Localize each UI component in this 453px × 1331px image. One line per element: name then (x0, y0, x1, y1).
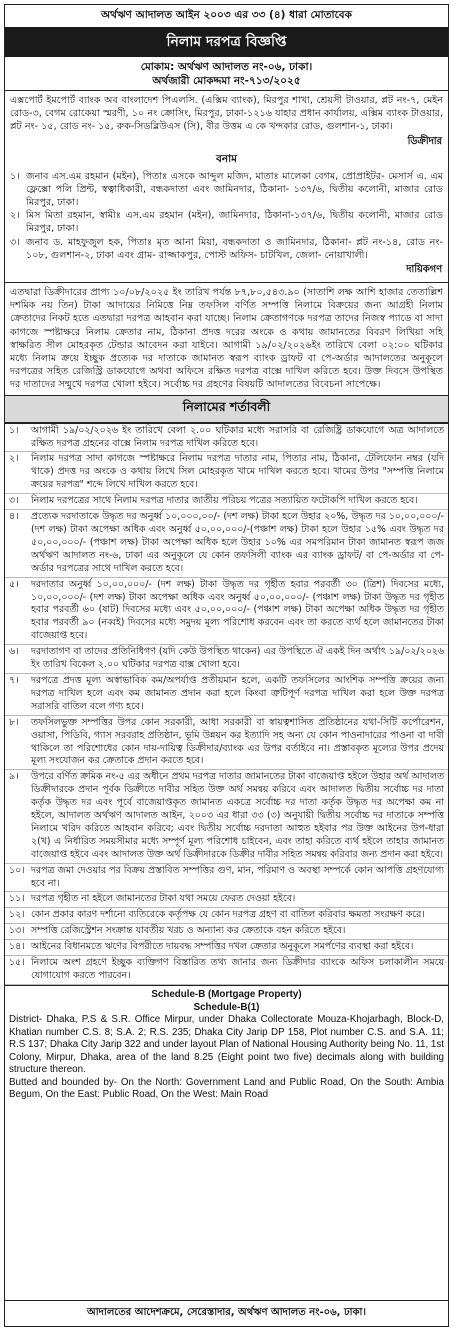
term-item (5, 674, 448, 716)
auction-notice (4, 4, 449, 1327)
term-number: ৫। (9, 578, 19, 590)
notice-title: নিলাম দরপত্র বিজ্ঞপ্তি (5, 27, 448, 57)
term-item (5, 956, 448, 985)
term-text: দরপত্র গৃহীত না হইলে জামানতের টাকা যথা সময়ে ফেরত দেওয়া হইবে। (31, 893, 296, 905)
court-order-footer: আদালতের আদেশক্রমে, সেরেস্তাদার, অর্থঋণ আদালত নং-০৬, ঢাকা। (5, 1300, 448, 1326)
defendant-item (5, 209, 448, 235)
term-item (5, 452, 448, 494)
versus-label: বনাম (216, 152, 237, 165)
court-name: মোকাম: অর্থঋণ আদালত নং-০৬, ঢাকা। (140, 61, 313, 73)
term-text: নিলাম দরপত্রের সাথে নিলাম দরপত্র দাতার জাতীয় পরিচয় পত্রের সত্যায়িত ফটোকপি দাখিল করতে হবে। (31, 495, 418, 507)
terms-title: নিলামের শর্তাবলী (5, 395, 448, 423)
term-item (5, 924, 448, 940)
term-number: ১২। (9, 909, 25, 921)
defendant-text: জনাব এস.এম রহমান (মইন), পিতাঃ এসকে আব্দুল মজিদ, মাতাঃ মালেকা বেগম, প্রোপ্রাইটর- মেসার্স এ. এম ফ্লেক্সো পলি প্রিন্ট, স্বত্বাধিকারী, বন্ধকদাতা এবং জামিনদার, ঠিকানা- ১৩৭/৬, দ্বিতীয় কলোনী, মাজার রোড মিরপুর, ঢাকা। (26, 170, 443, 209)
term-text: দরদাতাগণ বা তাদের প্রতিনিধিগণ (যদি কেউ উপস্থিত থাকেন) এর উপস্থিতে ঐ একই দিন অর্থাৎ ১৯/০২/২০২৬ ইং তারিখ বিকেল ২.০০ ঘটিকার দরপত্র বাক্স খোলা হবে। (31, 646, 444, 671)
term-item (5, 510, 448, 578)
term-text: উপরে বর্ণিত ক্রমিক নং-৫ এর অধীনে প্রথম দরপত্র দাতার জামানতের টাকা বাজেয়াপ্ত হইলে উহার অর্থ আদালত ডিক্রীদারকে প্রদান পূর্বক ডিক্রীতে দাবীর সহিত উক্ত অর্থ সমন্বয় করিবে এবং আদালত দ্বিতীয় সর্বোচ্চ দর দাতা কর্তৃক উদ্ধৃত দর এবং পূর্বে বাজেয়াপ্তকৃত জামানত একত্রে সর্বোচ্চ দর দাতা কর্তৃক উদ্ধৃত দর অপেক্ষা কম না হইলে, আদালত অর্থঋণ আদালত আইন, ২০০৩ এর ধারা ৩৩ (৩) অনুযায়ী দ্বিতীয় সর্বোচ্চ দর দাতাকে সম্পত্তি নিলামে খরিদ করিতে আহবান করিবে; এবং দ্বিতীয় সর্বোচ্চ দরদাতা আহুত হইবার পর উক্ত আইনের উপ-ধারা ২(খ) এ নির্ধারিত সময়সীমার মধ্যে সম্পূর্ণ মূল্য পরিশোধ চাইবেন, এবং তাহা করিতে ব্যর্থ হইলে তাহার জামানত বাজেয়াপ্ত হইবে এবং আদালত উক্ত অর্থ ডিক্রীদারকে ডিক্রীর দাবীর সহিত সমন্বয় করিবার জন্য প্রদান করা হইবে। (31, 771, 444, 860)
plaintiff-text: এক্সপোর্ট ইমপোর্ট ব্যাংক অব বাংলাদেশ পিএলসি. (এক্সিম ব্যাংক), মিরপুর শাখা, শ্রেয়সী টাওয়ার, প্লট নং-৭, মেইন রোড-৩, বেগম রোকেয়া স্মরণী, ১০ নং ক্রোসিং, মিরপুর, ঢাকা-১২১৬ যাহার প্রধান কার্যালয়, এক্সিম ব্যাংক টাওয়ার, প্লট নং- ১৫, রোড নং- ১৫, রুক-সিডব্লিউএস (সি), বীর উত্তম এ কে খন্দকার রোড, গুলশান-১, ঢাকা। (10, 95, 443, 133)
term-text: দরদাতার অনুর্ধ্ব ১০,০০,০০০/- (দশ লক্ষ) টাকা উদ্ধৃত দর গৃহীত হবার পরবর্তী ৩০ (ত্রিশ) দিবসের মধ্যে, ১০,০০,০০০/- (দশ লক্ষ) টাকা অপেক্ষা অধিক এবং অনুর্ধ্ব ৫০,০০,০০০/- (পঞ্চাশ লক্ষ) টাকা উদ্ধৃত দর গৃহীত হবার পরবর্তী ৬০ (ষাট) দিবসের মধ্যে এবং ৫০,০০,০০০/- (পঞ্চাশ লক্ষ) টাকা অপেক্ষা অধিক উদ্ধৃত দর গৃহীত হবার পরবর্তী ৯০ (নব্বই) দিবসের মধ্যে সমুদয় মূল্য পরিশোধ করবেন এবং তা করতে ব্যর্থ হলে জামানতের টাকা বাজেয়াপ্ত হবে। (31, 578, 444, 642)
defendant-text: মিস মিতা রহমান, স্বামীঃ এস.এম রহমান (মইন), জামিনদার, ঠিকানা-১৩৭/৬, দ্বিতীয় কলোনী, মাজার রোড মিরপুর, ঢাকা। (26, 210, 443, 235)
defendant-number: ২। (10, 210, 20, 222)
schedule-boundaries: Butted and bounded by- On the North: Government Land and Public Road, On the South: Ambia Begum, On the East: Public Road, On the West: Main Road (9, 1076, 444, 1101)
term-item (5, 494, 448, 510)
term-item (5, 908, 448, 924)
term-item (5, 940, 448, 956)
term-number: ৯। (9, 771, 19, 783)
term-item (5, 645, 448, 674)
term-text: সম্পত্তি রেজিস্ট্রেশন সংক্রান্ত যাবতীয় খরচ ও অন্যান্য কর ক্রেতাকে বহন করিতে হইবে। (31, 925, 346, 937)
term-number: ৪। (9, 511, 19, 523)
term-number: ৩। (9, 495, 19, 507)
law-reference: অর্থঋণ আদালত আইন ২০০৩ এর ৩৩ (৪) ধারা মোতাবেক (100, 9, 352, 21)
term-item (5, 424, 448, 453)
defendant-item (5, 170, 448, 210)
term-number: ১৫। (9, 957, 25, 969)
parties-section (5, 90, 448, 283)
plaintiff-role: ডিক্রীদার (407, 135, 442, 147)
defendant-role: দায়িকগণ (406, 264, 442, 276)
term-item (5, 770, 448, 863)
terms-list (5, 423, 448, 985)
term-item (5, 716, 448, 771)
term-number: ৮। (9, 716, 19, 728)
schedule-description: District- Dhaka, P.S & S.R. Office Mirpur, under Dhaka Collectorate Mouza-Khojarbagh, Block-D, Khatian number C.S. 8; S.A. 2; R.S. 235; Dhaka City Jarip DP 158, Plot number C.S. and S.A. 11; R.S 137; Dhaka City Jarip 322 and under layout Plan of National Housing Authority being No. 11, 1st Colony, Mirpur, Dhaka, area of the land 8.25 (Eight point two five) decimals along with building structure thereon. (9, 1013, 444, 1076)
term-item (5, 864, 448, 893)
schedule-section (5, 985, 448, 1104)
term-text: নিলামে অংশ গ্রহণে ইচ্ছুক ব্যক্তিগণ বিস্তারিত তথ্য জানার জন্য ডিক্রীদার ব্যাংকে অফিস চলাকালীন সময়ে যোগাযোগ করতে পারবেন। (31, 957, 444, 981)
term-text: দরপত্রে প্রদত্ত মূল্য অস্বাভাবিক কম/অপর্যাপ্ত প্রতীয়মান হলে, একটি তফসিলের আংশিক সম্পত্তি ক্রয়ের জন্য দরপত্র দাখিল হলে এবং কম জামানত প্রদান করা হলে কিংবা ত্রুটিপূর্ণ দরপত্র দাখিল করা হলে উক্ত দরপত্র সরাসরি বাতিল বলে গণ্য হবে। (31, 674, 444, 712)
term-text: নিলাম দরপত্র সাদা কাগজে স্পষ্টাক্ষরে নিলাম দরপত্র দাতার নাম, পিতার নাম, ঠিকানা, টেলিফোন নম্বর (যদি থাকে) প্রদত্ত দর অংকে ও কথায় লিখে সিল মোহরকৃত খামে দাখিল করতে হবে। খামের উপর "সম্পত্তি নিলামে ক্রয়ের দরপত্র" শব্দে লিখে দাখিল করতে হবে। (31, 453, 444, 491)
intro-text: এতদ্বারা ডিক্রীদারের প্রাপ্য ১০/০৮/২০২৫ ইং তারিখ পর্যন্ত ৮৭,৮০,৫৪৩.৯০ (সাতাশি লক্ষ আশি হাজার তেতাল্লিশ দশমিক নয় তিন) টাকা আদায়ের নিমিত্তে নিম্ন তফসিল বর্ণিত সম্পত্তি নিলামে বিক্রয়ের জন্য আগ্রহী নিলাম ক্রেতাদের নিকট হতে এতদ্বারা দরপত্র আহবান করা যাচ্ছে। নিলাম ক্রেতাগণকে দরপত্র তাদের নিজস্ব প্যাডে বা সাদা কাগজে স্পষ্টাক্ষরে নিলাম ক্রেতার নাম, ঠিকানা প্রদত্ত দরের অংকে ও কথায় জামানতের বিবরণ লিখিয়া সহি স্বাক্ষরিত সীল মোহরকৃত টেন্ডার আবেদন করা যাইবে। আগামী ১৯/০২/২০২৬ইং তারিখে বেলা ০২:০০ ঘটিকার মধ্যে নিলাম ক্রয়ে ইচ্ছুক প্রত্যেক দর দাতাকে জামানত স্বরূপ ব্যাংক ড্রাফট বা পে-অর্ডার আদালতের অনুকূলে দরপত্রের সহিত রেজিস্ট্রি ডাকযোগে অথবা অফিসে রক্ষিত দরপত্র বাক্সে দাখিল করিতে হবে। উক্ত দিবসে উপস্থিত দর দাতাদের সম্মুখে দরপত্র খোলা হইবে। সর্বোচ্চ দর গ্রহণের বিষয়টি আদালতের বিবেচনা সাপেক্ষে। (10, 287, 443, 391)
intro-section (5, 283, 448, 395)
term-number: ১৩। (9, 925, 25, 937)
term-number: ৬। (9, 646, 19, 658)
term-number: ২। (9, 453, 19, 465)
term-number: ১। (9, 424, 19, 436)
schedule-subtitle: Schedule-B(1) (193, 1001, 260, 1013)
defendant-item (5, 236, 448, 262)
term-number: ৭। (9, 674, 19, 686)
term-text: দরপত্র জমা দেওয়ার পর বিক্রয় প্রস্তাবিত সম্পত্তির গুণ, মান, পরিমাণ ও অবস্থা সম্পর্কে কোন আপত্তি গ্রহণযোগ্য হবে না। (31, 864, 444, 889)
term-text: কোন প্রকার কারণ দর্শানো ব্যতিরেকে কর্তৃপক্ষ যে কোন দরপত্র গ্রহণ বা বাতিল করিবার ক্ষমতা সংরক্ষণ করে। (31, 909, 425, 921)
term-text: তফসিলভুক্ত সম্পত্তির উপর কোন সরকারী, আধা সরকারী বা স্বায়ত্বশাসিত প্রতিষ্ঠানের যথা-সিটি কর্পোরেশন, ওয়াসা, পিডিবি, গ্যাস সরবরাহ প্রতিষ্ঠান, ভূমি উন্নয়ন কর ইত্যাদি সহ অন্য যে কোন পাওনাদারের পাওনা বা দাবী থাকিলে তা পরিশোধের কোন দায়-দায়িত্ব ডিক্রীদার/ব্যাংক এর উপর বর্তাইবে না। প্রস্তাবকৃত মূল্যের উপর প্রদেয় মূল্য সংযোজন কর ক্রেতাকে প্রদান করতে হবে। (31, 716, 444, 767)
term-text: প্রত্যেক দরদাতাকে উদ্ধৃত দর অনুর্ধ্ব ১০,০০০,০০/- (দশ লক্ষ) টাকা হলে উহার ২০%, উদ্ধৃত দর ১০,০০,০০০/- (দশ লক্ষ) টাকা অপেক্ষা অধিক এবং অনুর্ধ্ব ৫০,০০,০০০/-(পঞ্চাশ লক্ষ) টাকা হলে উহার ১৫% এবং উদ্ধৃত দর ৫০,০০,০০০/- (পঞ্চাশ লক্ষ) টাকা অপেক্ষা অধিক হলে উহার ১০% এর সমপরিমান টাকা জামানত স্বরূপ জজ অর্থঋণ আদালত নং-৬, ঢাকা এর অনুকূলে যে কোন তফসিলী ব্যাংক এর ব্যাংক ড্রাফট/ বা পে-অর্ডার বা পে-অর্ডার দরপত্রের সাথে দাখিল করতে হবে। (31, 511, 444, 574)
defendant-number: ১। (10, 170, 20, 182)
term-item (5, 578, 448, 646)
defendant-number: ৩। (10, 236, 20, 248)
term-number: ১১। (9, 893, 25, 905)
defendant-text: জনাব ড. মাহফুজুল হক, পিতাঃ মৃত আনা মিয়া, বন্ধকদাতা ও জামিনদার, ঠিকানা- প্লট নং-১৪, রোড নং- ১০৮, গুলশান-২, ঢাকা এবং গ্রাম- রাজ্জাকপুর, পোস্ট অফিস- চাটখিল, জেলা- নোয়াখালী। (26, 236, 443, 261)
term-number: ১০। (9, 864, 25, 876)
term-item (5, 892, 448, 908)
term-text: আইনের বিধানমতে ঋণের বিপরীতে দায়বদ্ধ সম্পত্তির দখল ক্রেতার অনুকূলে সমর্পণের ব্যবস্থা করা হইবে। (31, 941, 414, 953)
term-number: ১৪। (9, 941, 25, 953)
case-number: অর্থজারী মোকদ্দমা নং-৭১৩/২০২৫ (152, 75, 301, 87)
schedule-title: Schedule-B (Mortgage Property) (151, 988, 302, 1000)
term-text: আগামী ১৯/০২/২০২৬ ইং তারিখে বেলা ২.০০ ঘটিকার মধ্যে সরাসরি বা রেজিষ্ট্রি ডাকযোগে অত্র আদালতে রক্ষিত দরপত্র গ্রহনের বাক্সে নিলাম দরপত্র দাখিল করিতে হবে। (31, 424, 444, 449)
